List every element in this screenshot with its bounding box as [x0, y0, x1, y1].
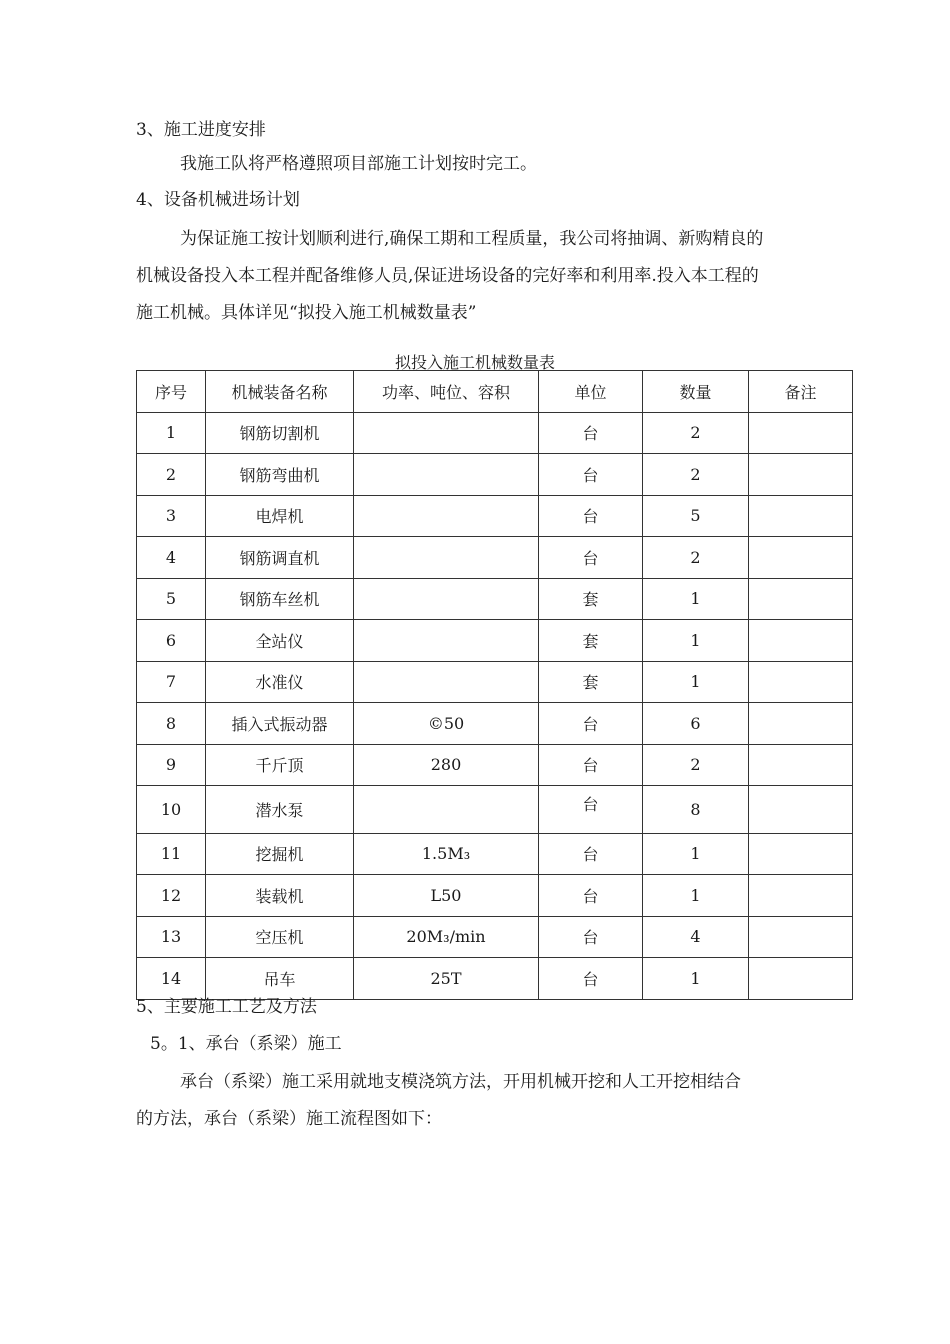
table-cell: 钢筋弯曲机 — [206, 454, 354, 496]
table-cell: 9 — [137, 744, 206, 786]
table-cell: 1 — [643, 958, 749, 1000]
table-cell: 6 — [643, 703, 749, 745]
table-cell — [354, 412, 539, 454]
table-cell: 台 — [539, 412, 643, 454]
table-cell: 10 — [137, 786, 206, 834]
table-cell: 2 — [643, 537, 749, 579]
table-cell — [749, 958, 853, 1000]
table-cell: 台 — [539, 537, 643, 579]
table-cell: 3 — [137, 495, 206, 537]
table-cell: 千斤顶 — [206, 744, 354, 786]
table-cell — [354, 620, 539, 662]
table-cell: 套 — [539, 620, 643, 662]
table-cell: 2 — [643, 412, 749, 454]
table-cell — [749, 833, 853, 875]
table-header-row — [137, 371, 853, 413]
table-header-cell: 机械装备名称 — [206, 371, 354, 413]
table-cell: 4 — [137, 537, 206, 579]
table-cell: 钢筋调直机 — [206, 537, 354, 579]
section3-text: 我施工队将严格遵照项目部施工计划按时完工。 — [180, 154, 537, 174]
table-cell: 20M₃/min — [354, 916, 539, 958]
table-row — [137, 786, 853, 834]
table-row — [137, 833, 853, 875]
table-title: 拟投入施工机械数量表 — [394, 353, 555, 372]
table-cell — [749, 537, 853, 579]
table-cell — [749, 875, 853, 917]
table-cell — [749, 703, 853, 745]
table-cell: 2 — [137, 454, 206, 496]
table-cell — [749, 620, 853, 662]
section4-para-line-1: 为保证施工按计划顺利进行,确保工期和工程质量，我公司将抽调、新购精良的 — [180, 229, 764, 249]
table-row — [137, 916, 853, 958]
table-cell — [749, 661, 853, 703]
table-cell: 2 — [643, 744, 749, 786]
table-cell: 台 — [539, 958, 643, 1000]
table-cell — [749, 495, 853, 537]
table-cell: 装载机 — [206, 875, 354, 917]
table-cell: 11 — [137, 833, 206, 875]
table-cell: 12 — [137, 875, 206, 917]
section4-para-line-2: 机械设备投入本工程并配备维修人员,保证进场设备的完好率和利用率.投入本工程的 — [136, 266, 759, 286]
table-cell: 钢筋切割机 — [206, 412, 354, 454]
table-header-cell: 功率、吨位、容积 — [354, 371, 539, 413]
table-cell: 8 — [137, 703, 206, 745]
table-cell: 吊车 — [206, 958, 354, 1000]
table-cell: 1 — [643, 833, 749, 875]
table-cell: 台 — [539, 786, 643, 834]
table-cell: L50 — [354, 875, 539, 917]
table-cell — [354, 661, 539, 703]
table-cell: 电焊机 — [206, 495, 354, 537]
table-cell — [354, 786, 539, 834]
table-cell: ©50 — [354, 703, 539, 745]
table-cell: 空压机 — [206, 916, 354, 958]
table-cell: 1 — [643, 620, 749, 662]
table-cell: 13 — [137, 916, 206, 958]
table-header-cell: 备注 — [749, 371, 853, 413]
table-cell: 5 — [643, 495, 749, 537]
table-cell: 5 — [137, 578, 206, 620]
table-cell: 台 — [539, 875, 643, 917]
table-cell: 全站仪 — [206, 620, 354, 662]
section5-para-line-2: 的方法，承台（系梁）施工流程图如下： — [136, 1109, 442, 1129]
table-cell: 插入式振动器 — [206, 703, 354, 745]
table-cell: 4 — [643, 916, 749, 958]
table-cell: 8 — [643, 786, 749, 834]
table-cell: 水准仪 — [206, 661, 354, 703]
table-row — [137, 537, 853, 579]
table-row — [137, 875, 853, 917]
table-row — [137, 578, 853, 620]
table-header-cell: 单位 — [539, 371, 643, 413]
table-cell: 台 — [539, 833, 643, 875]
section4-para-line-3: 施工机械。具体详见“拟投入施工机械数量表” — [136, 303, 477, 323]
section5-para-line-1: 承台（系梁）施工采用就地支模浇筑方法，开用机械开挖和人工开挖相结合 — [180, 1072, 741, 1092]
table-row — [137, 454, 853, 496]
table-row — [137, 495, 853, 537]
table-cell: 1.5M₃ — [354, 833, 539, 875]
table-cell: 台 — [539, 916, 643, 958]
table-row — [137, 958, 853, 1000]
table-cell: 台 — [539, 495, 643, 537]
table-row — [137, 661, 853, 703]
table-header-cell: 序号 — [137, 371, 206, 413]
table-cell — [749, 578, 853, 620]
table-row — [137, 703, 853, 745]
section5-sub-heading: 5。1、承台（系梁）施工 — [150, 1034, 342, 1054]
table-row — [137, 620, 853, 662]
table-cell: 1 — [137, 412, 206, 454]
table-cell: 1 — [643, 578, 749, 620]
table-row — [137, 412, 853, 454]
table-row — [137, 744, 853, 786]
table-cell: 钢筋车丝机 — [206, 578, 354, 620]
table-cell — [354, 454, 539, 496]
table-cell: 14 — [137, 958, 206, 1000]
table-cell — [749, 454, 853, 496]
table-cell: 25T — [354, 958, 539, 1000]
table-cell: 潜水泵 — [206, 786, 354, 834]
table-cell: 台 — [539, 454, 643, 496]
section5-heading: 5、主要施工工艺及方法 — [136, 997, 317, 1017]
section4-heading: 4、设备机械进场计划 — [136, 190, 300, 210]
table-cell: 280 — [354, 744, 539, 786]
table-cell: 台 — [539, 744, 643, 786]
table-cell: 1 — [643, 661, 749, 703]
table-cell — [354, 495, 539, 537]
table-cell: 7 — [137, 661, 206, 703]
table-cell — [354, 578, 539, 620]
table-header-cell: 数量 — [643, 371, 749, 413]
table-cell — [749, 744, 853, 786]
table-cell: 2 — [643, 454, 749, 496]
table-cell — [749, 412, 853, 454]
table-cell: 套 — [539, 578, 643, 620]
table-cell: 1 — [643, 875, 749, 917]
table-cell: 挖掘机 — [206, 833, 354, 875]
table-cell: 台 — [539, 703, 643, 745]
table-cell — [749, 916, 853, 958]
table-cell: 套 — [539, 661, 643, 703]
equipment-table — [136, 370, 853, 1000]
section3-heading: 3、施工进度安排 — [136, 120, 266, 140]
table-cell — [749, 786, 853, 834]
table-cell — [354, 537, 539, 579]
table-cell: 6 — [137, 620, 206, 662]
